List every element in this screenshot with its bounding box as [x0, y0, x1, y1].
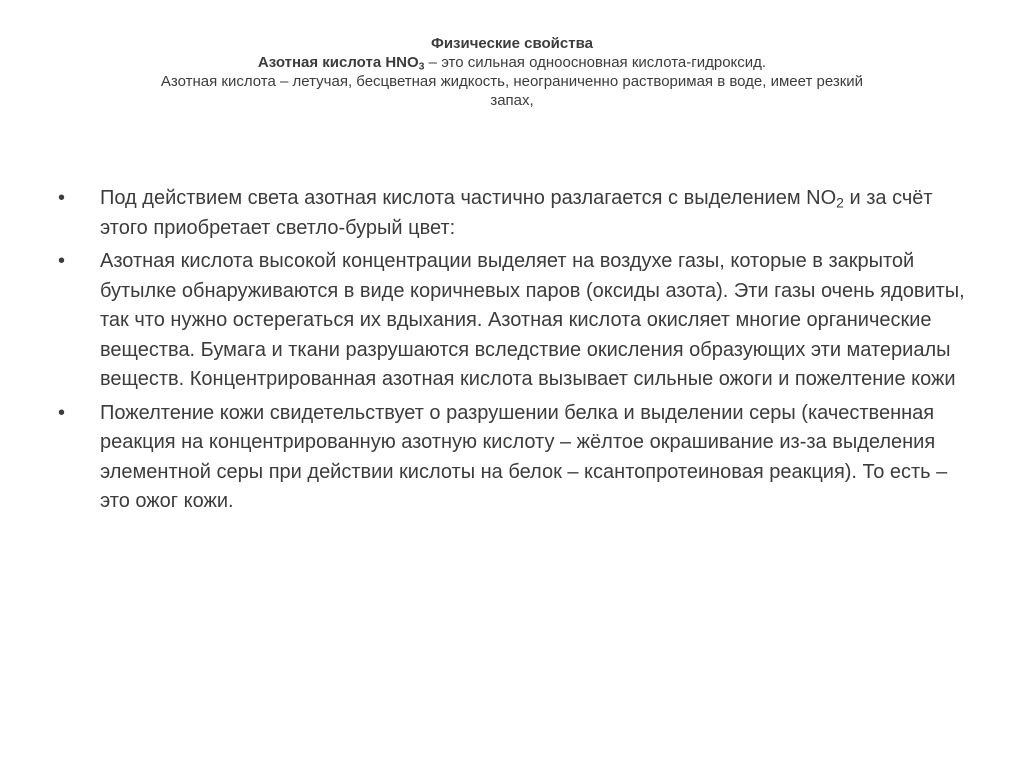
- title-description: Азотная кислота – летучая, бесцветная жидкость, неограниченно растворимая в воде, имеет резкий: [160, 73, 864, 90]
- bullet-item: [58, 399, 968, 517]
- title-definition: [60, 53, 964, 72]
- title-definition-rest: – это сильная одноосновная кислота-гидроксид.: [424, 54, 767, 71]
- bullet-marker: •: [58, 250, 66, 272]
- title-term-subscript: 3: [418, 60, 425, 73]
- bullet-marker: •: [58, 187, 66, 209]
- bullet-subscript: 2: [836, 194, 844, 211]
- title-term-text: Азотная кислота HNO: [257, 54, 419, 71]
- bullet-list: [58, 184, 968, 521]
- title-definition-term: [258, 54, 425, 71]
- bullet-text-part: и за счёт этого приобретает светло-бурый цвет:: [100, 187, 933, 239]
- slide-title: [60, 34, 964, 110]
- bullet-text: Азотная кислота высокой концентрации выделяет на воздухе газы, которые в закрытой бутылке обнаруживаются в виде коричневых паров (оксиды азота). Эти газы очень ядовиты, так что нужно остерегаться их вдыхания. Азотная кислота окисляет многие органические вещества. Бумага и ткани разрушаются вследствие окисления образующих эти материалы веществ. Концентрированная азотная кислота вызывает сильные ожоги и пожелтение кожи: [100, 250, 965, 390]
- bullet-item: [58, 247, 968, 395]
- bullet-marker: •: [58, 401, 66, 424]
- title-heading: Физические свойства: [431, 35, 593, 52]
- title-description-end: запах,: [490, 92, 534, 109]
- bullet-text: Пожелтение кожи свидетельствует о разрушении белка и выделении серы (качественная реакция на концентрированную азотную кислоту – жёлтое окрашивание из-за выделения элементной серы при действии кислоты на белок – ксантопротеиновая реакция). То есть – это ожог кожи.: [100, 401, 948, 512]
- bullet-item: [58, 184, 968, 243]
- bullet-text: [100, 187, 933, 239]
- bullet-text-part: Под действием света азотная кислота частично разлагается с выделением NO: [100, 187, 837, 209]
